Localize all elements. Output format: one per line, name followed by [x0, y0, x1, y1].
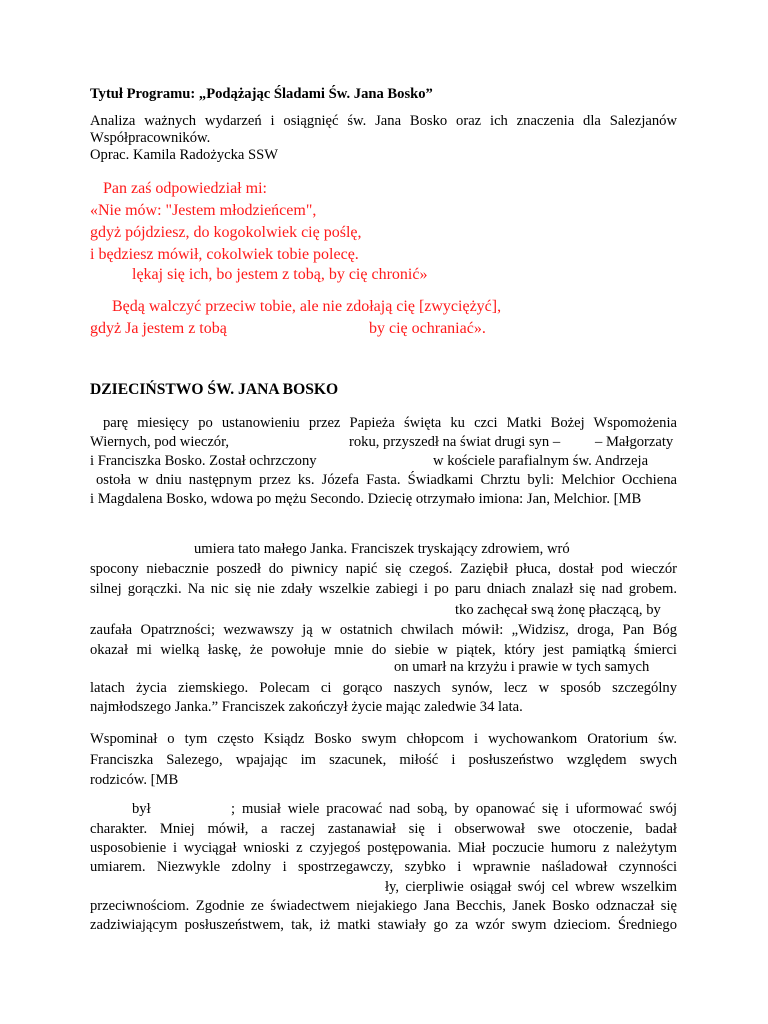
program-title: Tytuł Programu: „Podążając Śladami Św. Jana Bosko”	[90, 86, 433, 102]
paragraph-line: charakter. Mniej mówił, a raczej zastanawiał się i obserwował swe otoczenie, badał	[90, 821, 677, 837]
paragraph-line: był	[132, 801, 151, 817]
program-author: Oprac. Kamila Radożycka SSW	[90, 147, 279, 163]
paragraph-line: umiera tato małego Janka. Franciszek tryskający zdrowiem, wró	[194, 541, 570, 557]
paragraph-line: zadziwiającym posłuszeństwem, tak, iż matki stawiały go za wzór swym dzieciom. Średniego	[90, 917, 677, 933]
paragraph-line: Wiernych, pod wieczór,	[90, 434, 230, 450]
paragraph-line: – Małgorzaty	[595, 434, 674, 450]
paragraph-line: i Franciszka Bosko. Został ochrzczony	[90, 453, 317, 469]
paragraph-line: umiarem. Niezwykle zdolny i spostrzegawczy, szybko i wprawnie naśladował czynności	[90, 859, 677, 875]
paragraph-line: parę miesięcy po ustanowieniu przez Papieża święta ku czci Matki Bożej Wspomożenia	[103, 415, 677, 431]
paragraph-line: ły, cierpliwie osiągał swój cel wbrew wszelkim	[385, 879, 677, 895]
verse-line: Pan zaś odpowiedział mi:	[103, 180, 267, 197]
verse-line: gdyż pójdziesz, do kogokolwiek cię poślę,	[90, 224, 362, 241]
paragraph-line: ; musiał wiele pracować nad sobą, by opanować się i uformować swój	[231, 801, 677, 817]
verse-line: Będą walczyć przeciw tobie, ale nie zdołają cię [zwyciężyć],	[112, 298, 502, 315]
verse-line: by cię ochraniać».	[369, 320, 486, 337]
paragraph-line: Wspominał o tym często Ksiądz Bosko swym chłopcom i wychowankom Oratorium św.	[90, 731, 677, 747]
verse-line: lękaj się ich, bo jestem z tobą, by cię chronić»	[132, 266, 428, 283]
section-heading: DZIECIŃSTWO ŚW. JANA BOSKO	[90, 381, 339, 398]
paragraph-line: latach życia ziemskiego. Polecam ci gorąco naszych synów, lecz w sposób szczególny	[90, 680, 677, 696]
paragraph-line: spocony niebacznie poszedł do piwnicy napić się czegoś. Zaziębił płuca, dostał pod wieczór	[90, 561, 677, 577]
paragraph-line: usposobienie i wyciągał wnioski z czyjegoś postępowania. Miał poczucie humoru z należytym	[90, 840, 677, 856]
paragraph-line: tko zachęcał swą żonę płaczącą, by	[455, 602, 661, 618]
paragraph-line: silnej gorączki. Na nic się nie zdały wszelkie zabiegi i po paru dniach znalazł się nad grobem.	[90, 581, 677, 597]
paragraph-line: przeciwnościom. Zgodnie ze świadectwem niejakiego Jana Becchis, Janek Bosko odznaczał się	[90, 898, 677, 914]
paragraph-line: roku, przyszedł na świat drugi syn –	[349, 434, 561, 450]
paragraph-line: zaufała Opatrzności; wezwawszy ją w ostatnich chwilach mówił: „Widzisz, droga, Pan Bóg	[90, 622, 677, 638]
verse-line: gdyż Ja jestem z tobą	[90, 320, 227, 337]
paragraph-line: rodziców. [MB	[90, 772, 179, 788]
paragraph-line: Franciszka Salezego, wpajając im szacunek, miłość i posłuszeństwo względem swych	[90, 752, 677, 768]
program-subtitle-line: Współpracowników.	[90, 130, 211, 146]
verse-line: «Nie mów: "Jestem młodzieńcem",	[90, 202, 317, 219]
paragraph-line: ostoła w dniu następnym przez ks. Józefa Fasta. Świadkami Chrztu byli: Melchior Occhiena	[96, 472, 677, 488]
paragraph-line: w kościele parafialnym św. Andrzeja	[433, 453, 649, 469]
paragraph-line: najmłodszego Janka.” Franciszek zakończył życie mając zaledwie 34 lata.	[90, 699, 523, 715]
verse-line: i będziesz mówił, cokolwiek tobie polecę.	[90, 246, 359, 263]
paragraph-line: i Magdalena Bosko, wdowa po mężu Secondo. Dziecię otrzymało imiona: Jan, Melchior. [MB	[90, 491, 642, 507]
paragraph-line: okazał mi wielką łaskę, że powołuje mnie do siebie w piątek, który jest pamiątką śmierci	[90, 642, 677, 658]
paragraph-line: on umarł na krzyżu i prawie w tych samych	[394, 659, 650, 675]
program-subtitle-line: Analiza ważnych wydarzeń i osiągnięć św. Jana Bosko oraz ich znaczenia dla Salezjanów	[90, 113, 677, 129]
